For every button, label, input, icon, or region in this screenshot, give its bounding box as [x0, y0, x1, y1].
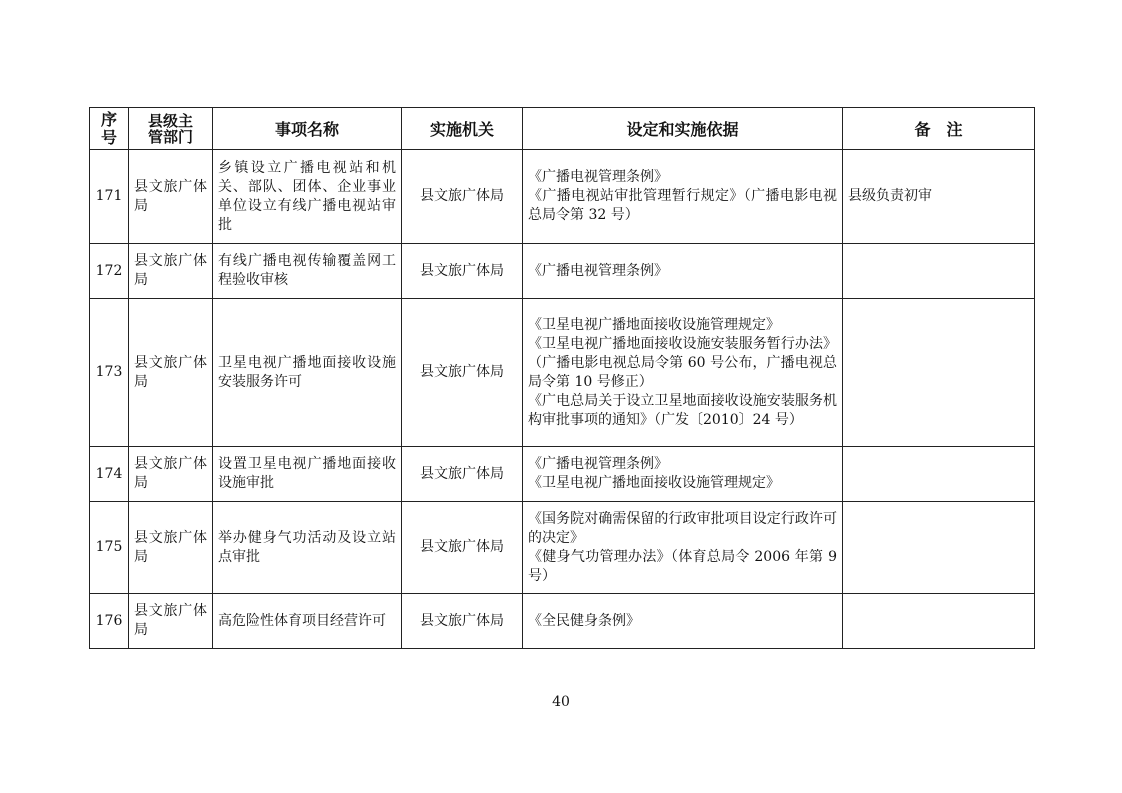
cell-basis [523, 447, 843, 502]
table-row [90, 447, 1035, 502]
cell-org: 县文旅广体局 [402, 502, 523, 594]
cell-note [843, 594, 1035, 649]
cell-org: 县文旅广体局 [402, 594, 523, 649]
cell-item: 设置卫星电视广播地面接收设施审批 [213, 447, 402, 502]
basis-line: 《卫星电视广播地面接收设施安装服务暂行办法》（广播电影电视总局令第 60 号公布，广播电视总局令第 10 号修正） [528, 335, 837, 390]
approval-items-table [89, 107, 1035, 649]
cell-serial: 174 [90, 447, 129, 502]
cell-basis [523, 594, 843, 649]
cell-item: 举办健身气功活动及设立站点审批 [213, 502, 402, 594]
cell-basis [523, 244, 843, 299]
table-row [90, 594, 1035, 649]
table-row [90, 244, 1035, 299]
header-note: 备 注 [843, 108, 1035, 150]
basis-line: 《健身气功管理办法》（体育总局令 2006 年第 9 号） [528, 548, 837, 584]
cell-org: 县文旅广体局 [402, 244, 523, 299]
basis-line: 《广播电视管理条例》 [528, 262, 668, 279]
cell-note [843, 244, 1035, 299]
header-serial: 序号 [90, 108, 129, 150]
basis-line: 《国务院对确需保留的行政审批项目设定行政许可的决定》 [528, 510, 837, 546]
cell-org: 县文旅广体局 [402, 299, 523, 447]
header-dept: 县级主管部门 [129, 108, 213, 150]
cell-dept: 县文旅广体局 [129, 447, 213, 502]
cell-serial: 172 [90, 244, 129, 299]
cell-dept: 县文旅广体局 [129, 244, 213, 299]
basis-line: 《卫星电视广播地面接收设施管理规定》 [528, 316, 780, 333]
basis-line: 《广播电视站审批管理暂行规定》（广播电影电视总局令第 32 号） [528, 188, 837, 223]
cell-note: 县级负责初审 [843, 150, 1035, 244]
cell-note [843, 447, 1035, 502]
cell-basis [523, 150, 843, 244]
header-row [90, 108, 1035, 150]
header-item: 事项名称 [213, 108, 402, 150]
cell-serial: 176 [90, 594, 129, 649]
page-number: 40 [552, 694, 570, 710]
table-row [90, 299, 1035, 447]
basis-line: 《卫星电视广播地面接收设施管理规定》 [528, 475, 780, 491]
cell-dept: 县文旅广体局 [129, 150, 213, 244]
table-row [90, 502, 1035, 594]
header-org: 实施机关 [402, 108, 523, 150]
cell-note [843, 299, 1035, 447]
basis-line: 《广电总局关于设立卫星地面接收设施安装服务机构审批事项的通知》（广发〔2010〕24 号） [528, 392, 837, 428]
cell-serial: 171 [90, 150, 129, 244]
cell-item: 乡镇设立广播电视站和机关、部队、团体、企业事业单位设立有线广播电视站审批 [213, 150, 402, 244]
cell-item: 高危险性体育项目经营许可 [213, 594, 402, 649]
cell-item: 卫星电视广播地面接收设施安装服务许可 [213, 299, 402, 447]
cell-org: 县文旅广体局 [402, 447, 523, 502]
cell-serial: 175 [90, 502, 129, 594]
cell-org: 县文旅广体局 [402, 150, 523, 244]
cell-note [843, 502, 1035, 594]
header-basis: 设定和实施依据 [523, 108, 843, 150]
cell-dept: 县文旅广体局 [129, 502, 213, 594]
cell-dept: 县文旅广体局 [129, 594, 213, 649]
basis-line: 《全民健身条例》 [528, 612, 640, 629]
cell-dept: 县文旅广体局 [129, 299, 213, 447]
cell-basis [523, 502, 843, 594]
basis-line: 《广播电视管理条例》 [528, 169, 668, 185]
cell-basis [523, 299, 843, 447]
cell-serial: 173 [90, 299, 129, 447]
basis-line: 《广播电视管理条例》 [528, 456, 668, 472]
cell-item: 有线广播电视传输覆盖网工程验收审核 [213, 244, 402, 299]
table-row [90, 150, 1035, 244]
